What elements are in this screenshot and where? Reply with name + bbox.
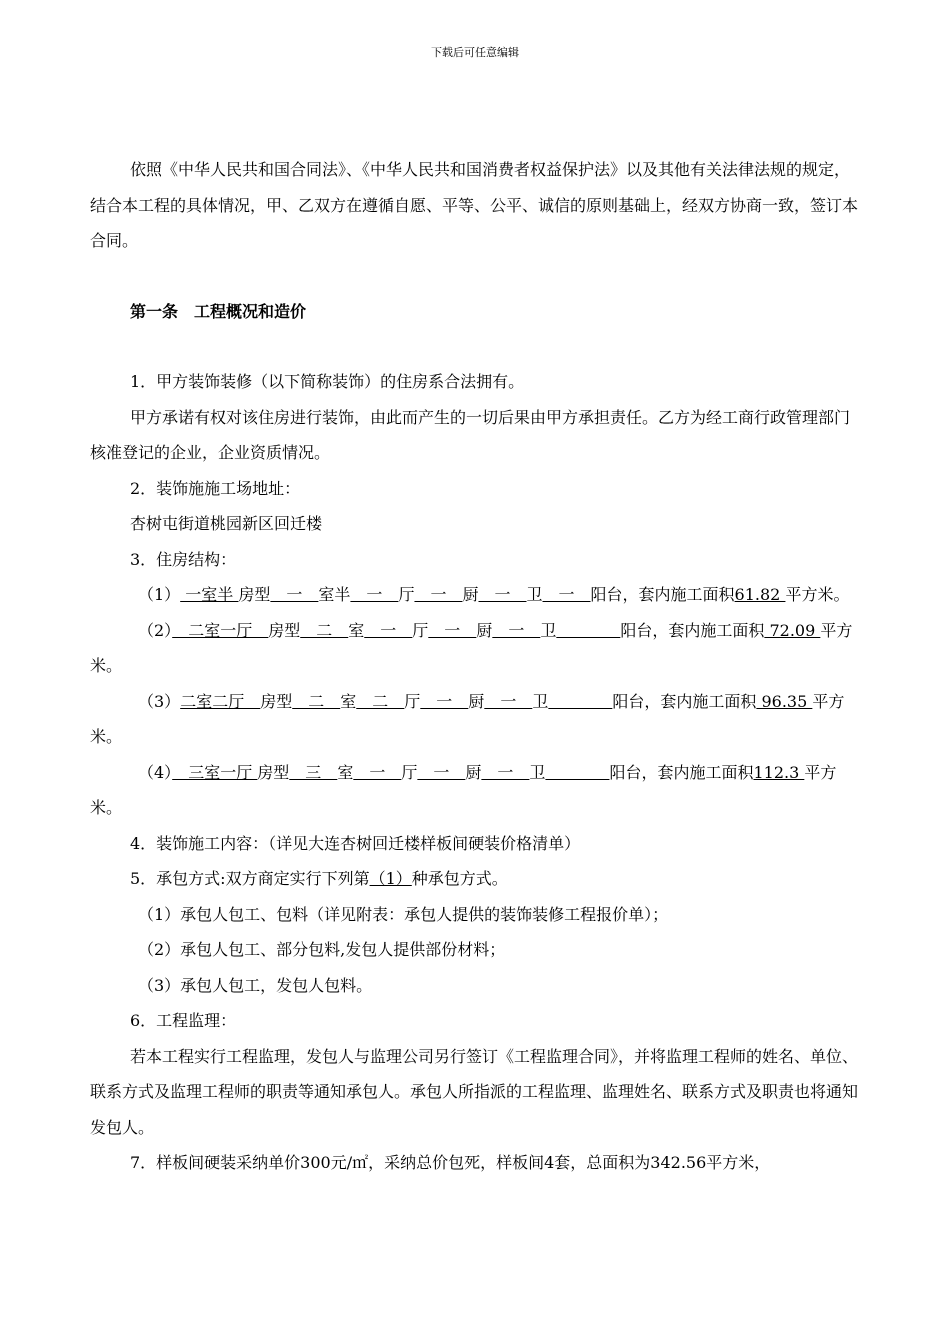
halls-unit: 厅 bbox=[401, 762, 418, 782]
item-6: 6．工程监理： bbox=[130, 1011, 237, 1030]
structure-type-label: 房型 bbox=[260, 691, 293, 711]
balconies-unit: 阳台，套内施工面积 bbox=[609, 762, 754, 782]
baths-unit: 卫 bbox=[532, 691, 549, 711]
kitchens-value: 一 bbox=[428, 620, 477, 640]
area-value: 96.35 bbox=[756, 691, 813, 711]
item-5-option-1: （1）承包人包工、包料（详见附表：承包人提供的装饰装修工程报价单）； bbox=[138, 904, 669, 924]
balconies-unit: 阳台，套内施工面积 bbox=[590, 585, 735, 604]
item-2: 2．装饰施施工场地址： bbox=[130, 478, 301, 498]
balconies-value bbox=[545, 763, 609, 782]
rooms-value: 一 bbox=[270, 585, 319, 604]
contract-body bbox=[90, 152, 860, 1181]
halls-value: 二 bbox=[356, 691, 405, 711]
structure-num: （3） bbox=[138, 691, 181, 711]
rooms-unit: 室半 bbox=[318, 585, 351, 604]
item-7: 7．样板间硬装采纳单价300元/㎡，采纳总价包死，样板间4套，总面积为342.56平方米， bbox=[130, 1153, 771, 1172]
balconies-unit: 阳台，套内施工面积 bbox=[612, 691, 757, 711]
item-5-option-3: （3）承包人包工，发包人包料。 bbox=[138, 975, 373, 995]
baths-value: 一 bbox=[492, 620, 541, 640]
item-5-choice: （1） bbox=[369, 869, 412, 888]
area-value: 61.82 bbox=[734, 585, 786, 604]
kitchens-unit: 厨 bbox=[468, 691, 485, 711]
structure-num: （4） bbox=[138, 762, 173, 782]
item-5-option-2: （2）承包人包工、部分包料,发包人提供部份材料； bbox=[138, 940, 506, 959]
rooms-value: 二 bbox=[292, 691, 341, 711]
item-3: 3．住房结构： bbox=[130, 549, 237, 569]
item-5-suffix: 种承包方式。 bbox=[411, 869, 508, 888]
balconies-value bbox=[548, 692, 612, 711]
structure-type-label: 房型 bbox=[257, 762, 290, 782]
baths-value: 一 bbox=[478, 585, 527, 604]
rooms-value: 三 bbox=[289, 762, 338, 782]
kitchens-value: 一 bbox=[417, 762, 466, 782]
area-unit: 平方米。 bbox=[90, 620, 853, 675]
structure-row bbox=[90, 577, 860, 613]
kitchens-unit: 厨 bbox=[462, 585, 479, 604]
intro-paragraph: 依照《中华人民共和国合同法》、《中华人民共和国消费者权益保护法》以及其他有关法律法规的规定，结合本工程的具体情况，甲、乙双方在遵循自愿、平等、公平、诚信的原则基础上，经双方协商一致，签订本合同。 bbox=[90, 160, 859, 250]
item-5 bbox=[90, 861, 860, 897]
item-4: 4．装饰施工内容：（详见大连杏树回迁楼样板间硬装价格清单） bbox=[130, 833, 581, 853]
area-unit: 平方米。 bbox=[90, 762, 837, 817]
structure-row bbox=[90, 684, 860, 755]
baths-unit: 卫 bbox=[529, 762, 546, 782]
halls-value: 一 bbox=[364, 620, 413, 640]
halls-unit: 厅 bbox=[404, 691, 421, 711]
structure-name: 三室一厅 bbox=[172, 762, 258, 782]
item-5-text: 5．承包方式:双方商定实行下列第 bbox=[130, 869, 370, 888]
rooms-value: 二 bbox=[300, 620, 349, 640]
structure-name: 一室半 bbox=[180, 585, 239, 604]
halls-unit: 厅 bbox=[412, 620, 429, 640]
kitchens-unit: 厨 bbox=[476, 620, 493, 640]
baths-value: 一 bbox=[481, 762, 530, 782]
rooms-unit: 室 bbox=[340, 691, 357, 711]
structure-row bbox=[90, 613, 860, 684]
item-2-address: 杏树屯街道桃园新区回迁楼 bbox=[130, 514, 323, 533]
rooms-unit: 室 bbox=[337, 762, 354, 782]
halls-value: 一 bbox=[350, 585, 399, 604]
structure-type-label: 房型 bbox=[238, 585, 271, 604]
kitchens-unit: 厨 bbox=[465, 762, 482, 782]
structure-type-label: 房型 bbox=[268, 620, 301, 640]
page-header: 下载后可任意编辑 bbox=[431, 46, 519, 59]
area-value: 112.3 bbox=[753, 762, 805, 782]
baths-unit: 卫 bbox=[526, 585, 543, 604]
balconies-unit: 阳台，套内施工面积 bbox=[620, 620, 765, 640]
item-1: 1．甲方装饰装修（以下简称装饰）的住房系合法拥有。 bbox=[130, 372, 525, 391]
item-1-detail: 甲方承诺有权对该住房进行装饰，由此而产生的一切后果由甲方承担责任。乙方为经工商行政管理部门核准登记的企业，企业资质情况。 bbox=[90, 407, 851, 462]
structure-row bbox=[90, 755, 860, 826]
baths-value: 一 bbox=[484, 691, 533, 711]
area-value: 72.09 bbox=[764, 620, 821, 640]
structure-num: （2） bbox=[138, 620, 173, 640]
area-unit: 平方米。 bbox=[785, 585, 850, 604]
article-heading: 第一条 工程概况和造价 bbox=[130, 301, 307, 321]
balconies-value bbox=[556, 621, 620, 640]
structure-name: 二室二厅 bbox=[180, 691, 261, 711]
kitchens-value: 一 bbox=[414, 585, 463, 604]
rooms-unit: 室 bbox=[348, 620, 365, 640]
baths-unit: 卫 bbox=[540, 620, 557, 640]
balconies-value: 一 bbox=[542, 585, 591, 604]
halls-value: 一 bbox=[353, 762, 402, 782]
halls-unit: 厅 bbox=[398, 585, 415, 604]
item-6-detail: 若本工程实行工程监理，发包人与监理公司另行签订《工程监理合同》，并将监理工程师的姓名、单位、联系方式及监理工程师的职责等通知承包人。承包人所指派的工程监理、监理姓名、联系方式及职责也将通知发包人。 bbox=[90, 1046, 859, 1137]
structure-name: 二室一厅 bbox=[172, 620, 269, 640]
structure-num: （1） bbox=[138, 585, 181, 604]
area-unit: 平方米。 bbox=[90, 691, 845, 746]
kitchens-value: 一 bbox=[420, 691, 469, 711]
